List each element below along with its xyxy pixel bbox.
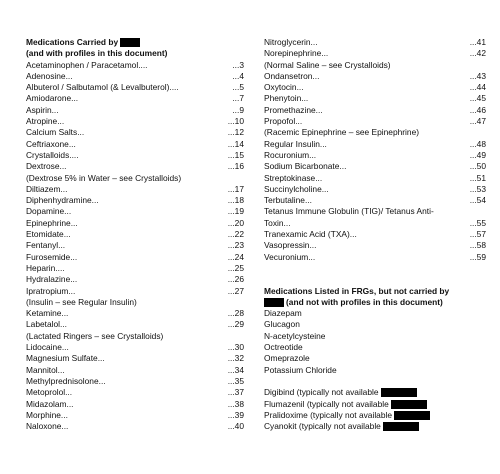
medication-entry: [26, 353, 244, 364]
medication-name: Ipratropium...: [26, 285, 76, 296]
medication-name: Fentanyl...: [26, 240, 66, 251]
page-number: ...16: [227, 161, 244, 172]
page-number: ...47: [469, 116, 486, 127]
medication-entry: [26, 376, 244, 387]
page-number: ...10: [227, 116, 244, 127]
page-number: ...19: [227, 206, 244, 217]
page-number: ...22: [227, 229, 244, 240]
medication-name: Aspirin...: [26, 104, 59, 115]
page-number: ...42: [469, 48, 486, 59]
spacer: [264, 274, 486, 285]
medication-name: Ketamine...: [26, 308, 69, 319]
page-number: ...40: [227, 421, 244, 432]
medication-name: Calcium Salts...: [26, 127, 85, 138]
medication-entry: [264, 353, 486, 364]
medication-name: Sodium Bicarbonate...: [264, 161, 347, 172]
page-number: ...48: [469, 138, 486, 149]
medication-name: Rocuronium...: [264, 149, 317, 160]
frg-subheading: [264, 297, 486, 308]
medication-name: Acetaminophen / Paracetamol....: [26, 59, 148, 70]
medication-entry: [26, 173, 244, 184]
page-number: ...4: [232, 70, 244, 81]
medication-name: Octreotide: [264, 342, 303, 353]
medication-name: Diltiazem...: [26, 183, 68, 194]
medication-entry: [26, 263, 244, 274]
medication-name: Epinephrine...: [26, 217, 78, 228]
medication-entry: [264, 410, 486, 421]
page-number: ...7: [232, 93, 244, 104]
redacted-block: [383, 422, 419, 431]
page-number: ...14: [227, 138, 244, 149]
medication-name: Tetanus Immune Globulin (TIG)/ Tetanus Anti-: [264, 206, 434, 217]
medication-name: Amiodarone...: [26, 93, 79, 104]
medication-name: Albuterol / Salbutamol (& Levalbuterol)....: [26, 82, 179, 93]
carried-medication-list-continued: [264, 37, 486, 263]
medication-entry: [264, 206, 486, 217]
medication-name: Lidocaine...: [26, 342, 69, 353]
medication-entry: [264, 105, 486, 116]
medication-entry: [264, 37, 486, 48]
medication-entry: [264, 399, 486, 410]
medication-entry: [26, 331, 244, 342]
page-number: ...45: [469, 93, 486, 104]
medication-name: Diazepam: [264, 308, 302, 319]
medication-entry: [26, 206, 244, 217]
medication-name: Crystalloids....: [26, 149, 79, 160]
spacer: [264, 376, 486, 387]
medication-name: Streptokinase...: [264, 172, 323, 183]
medication-entry: [264, 421, 486, 432]
medication-entry: [264, 116, 486, 127]
medication-name: Nitroglycerin...: [264, 37, 318, 47]
medication-entry: [26, 60, 244, 71]
medication-entry: [26, 150, 244, 161]
medication-name: Dopamine...: [26, 206, 72, 217]
page-number: ...35: [227, 375, 244, 386]
medication-name: Furosemide...: [26, 251, 78, 262]
redacted-block: [391, 400, 427, 409]
page-number: ...59: [469, 251, 486, 262]
not-available-list: [264, 387, 486, 432]
medication-entry: [264, 218, 486, 229]
medication-entry: [264, 240, 486, 251]
medication-entry: [264, 60, 486, 71]
medication-name: Mannitol...: [26, 364, 65, 375]
page-number: ...50: [469, 161, 486, 172]
medication-name: Norepinephrine...: [264, 48, 329, 59]
page-number: ...57: [469, 229, 486, 240]
medication-entry: [26, 274, 244, 285]
medication-name: Flumazenil (typically not available: [264, 398, 389, 409]
medication-entry: [26, 410, 244, 421]
medication-entry: [26, 71, 244, 82]
medication-name: (Insulin – see Regular Insulin): [26, 296, 137, 307]
page-number: ...43: [469, 70, 486, 81]
medication-name: (Dextrose 5% in Water – see Crystalloids): [26, 172, 182, 183]
page-number: ...12: [227, 127, 244, 138]
medication-name: Toxin...: [264, 217, 291, 228]
page-number: ...20: [227, 217, 244, 228]
page-number: ...46: [469, 104, 486, 115]
medication-entry: [26, 161, 244, 172]
medication-entry: [26, 308, 244, 319]
page-number: ...41: [469, 37, 486, 47]
medication-name: Adenosine...: [26, 70, 73, 81]
medication-name: Midazolam...: [26, 398, 74, 409]
page-number: ...37: [227, 387, 244, 398]
page-number: ...26: [227, 274, 244, 285]
page-number: ...15: [227, 149, 244, 160]
medication-entry: [26, 297, 244, 308]
medication-name: Metoprolol...: [26, 387, 73, 398]
medication-name: Diphenhydramine...: [26, 195, 99, 206]
medication-entry: [264, 195, 486, 206]
carried-heading-text: Medications Carried by: [26, 37, 119, 47]
spacer: [264, 263, 486, 274]
frg-subheading-text: (and not with profiles in this document): [286, 296, 443, 307]
medication-entry: [264, 342, 486, 353]
medication-entry: [26, 229, 244, 240]
medication-entry: [264, 161, 486, 172]
medication-name: Vecuronium...: [264, 251, 316, 262]
medication-entry: [26, 82, 244, 93]
medication-entry: [26, 240, 244, 251]
medication-entry: [264, 252, 486, 263]
medication-name: Heparin....: [26, 262, 65, 273]
page-number: ...34: [227, 364, 244, 375]
medication-name: Vasopressin...: [264, 240, 317, 251]
carried-subheading: (and with profiles in this document): [26, 48, 168, 59]
medication-name: (Lactated Ringers – see Crystalloids): [26, 330, 164, 341]
redacted-block: [264, 298, 284, 307]
carried-medication-list: [26, 60, 244, 433]
medication-name: Morphine...: [26, 409, 68, 420]
medication-entry: [26, 342, 244, 353]
page-number: ...58: [469, 240, 486, 251]
medication-entry: [264, 139, 486, 150]
medication-name: Regular Insulin...: [264, 138, 327, 149]
medication-entry: [26, 93, 244, 104]
page-number: ...38: [227, 398, 244, 409]
medication-entry: [264, 184, 486, 195]
medication-entry: [26, 184, 244, 195]
page-number: ...28: [227, 308, 244, 319]
medication-entry: [26, 218, 244, 229]
medication-name: Atropine...: [26, 116, 65, 127]
page-number: ...9: [232, 104, 244, 115]
medication-name: Labetalol...: [26, 319, 67, 330]
medication-entry: [26, 421, 244, 432]
medication-entry: [26, 286, 244, 297]
medication-name: Magnesium Sulfate...: [26, 353, 105, 364]
medication-name: Cyanokit (typically not available: [264, 421, 381, 432]
medication-name: Glucagon: [264, 319, 300, 330]
page-number: ...18: [227, 195, 244, 206]
medication-name: Oxytocin...: [264, 82, 304, 93]
medication-entry: [26, 195, 244, 206]
more-medications-column: [264, 37, 486, 432]
medication-entry: [26, 127, 244, 138]
medication-name: Succinylcholine...: [264, 183, 329, 194]
medication-name: Tranexamic Acid (TXA)...: [264, 229, 357, 240]
medication-entry: [26, 387, 244, 398]
medication-entry: [264, 365, 486, 376]
frg-heading: Medications Listed in FRGs, but not carried by: [264, 285, 450, 296]
medication-name: Naloxone...: [26, 421, 69, 432]
medication-entry: [26, 116, 244, 127]
redacted-block: [394, 411, 430, 420]
medication-name: N-acetylcysteine: [264, 330, 326, 341]
medication-entry: [26, 105, 244, 116]
medication-entry: [264, 308, 486, 319]
page-number: ...44: [469, 82, 486, 93]
page-number: ...51: [469, 172, 486, 183]
medication-entry: [264, 127, 486, 138]
page-number: ...54: [469, 195, 486, 206]
medication-entry: [264, 93, 486, 104]
medication-name: Terbutaline...: [264, 195, 312, 206]
medication-entry: [26, 252, 244, 263]
carried-medications-column: [26, 37, 244, 432]
medication-entry: [26, 365, 244, 376]
page-number: ...30: [227, 342, 244, 353]
medication-name: Methylprednisolone...: [26, 375, 106, 386]
redacted-block: [381, 388, 417, 397]
medication-name: Ondansetron...: [264, 70, 320, 81]
medication-name: Potassium Chloride: [264, 364, 337, 375]
medication-name: Propofol...: [264, 116, 303, 127]
medication-entry: [26, 139, 244, 150]
page-number: ...53: [469, 183, 486, 194]
medication-name: Hydralazine...: [26, 274, 78, 285]
medication-name: Promethazine...: [264, 104, 323, 115]
medication-name: Dextrose...: [26, 161, 67, 172]
redacted-block: [120, 38, 140, 47]
page-number: ...49: [469, 149, 486, 160]
medication-entry: [264, 229, 486, 240]
medication-name: Phenytoin...: [264, 93, 309, 104]
medication-name: Digibind (typically not available: [264, 387, 379, 398]
medication-entry: [264, 319, 486, 330]
medication-name: Omeprazole: [264, 353, 310, 364]
page-number: ...23: [227, 240, 244, 251]
page-number: ...32: [227, 353, 244, 364]
page-number: ...24: [227, 251, 244, 262]
page-number: ...39: [227, 409, 244, 420]
medication-entry: [26, 319, 244, 330]
medication-name: (Racemic Epinephrine – see Epinephrine): [264, 127, 420, 138]
medication-entry: [264, 387, 486, 398]
page-number: ...5: [232, 82, 244, 93]
page-number: ...25: [227, 262, 244, 273]
medication-entry: [264, 331, 486, 342]
medication-name: (Normal Saline – see Crystalloids): [264, 59, 391, 70]
page-number: ...29: [227, 319, 244, 330]
frg-medication-list: [264, 308, 486, 376]
medication-entry: [264, 71, 486, 82]
medication-name: Ceftriaxone...: [26, 138, 76, 149]
medication-entry: [26, 399, 244, 410]
medication-name: Etomidate...: [26, 229, 71, 240]
carried-heading: [26, 37, 244, 48]
medication-entry: [264, 150, 486, 161]
page-number: ...55: [469, 217, 486, 228]
medication-entry: [264, 82, 486, 93]
page-number: ...17: [227, 183, 244, 194]
medication-entry: [264, 48, 486, 59]
medication-entry: [264, 173, 486, 184]
page-number: ...3: [232, 59, 244, 70]
medication-name: Pralidoxime (typically not available: [264, 409, 393, 420]
page-number: ...27: [227, 285, 244, 296]
